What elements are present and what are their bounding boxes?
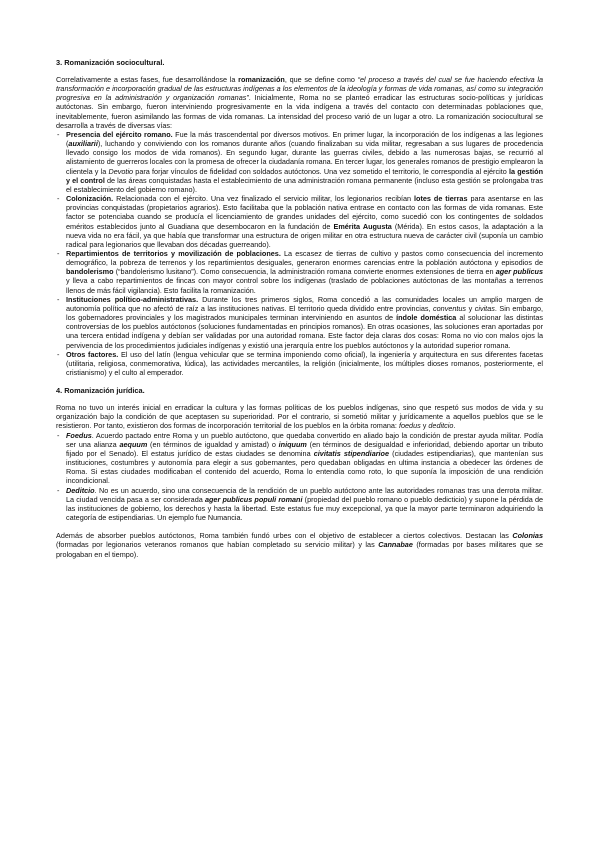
- text-run: La escasez de tierras de cultivo y pastos como consecuencia del incremento demográfico, la pobreza de terrenos y los repartimientos desiguales, generaron enormes carencias entre la población autóctona y episodios de: [66, 248, 543, 268]
- text-run: Fue la más trascendental por diversos motivos. En primer lugar, la incorporación de los indígenas a las legiones (: [66, 129, 544, 149]
- text-run: (ciudades estipendiarias), que mantenían sus instituciones, costumbres y autonomía para elegir a sus gobernantes, pero quedaban obligadas en ultima instancia a obedecer las órdenes de Roma. Si estas ciudades modificaban el contenido del acuerdo, Roma lo entendía como roto, lo que suponía la imposición de una rendición incondicional.: [66, 448, 544, 486]
- section-3-list: [56, 130, 543, 377]
- list-item-foedus: [56, 431, 543, 486]
- text-run: . Inicialmente, Roma no se planteó erradicar las estructuras socio-políticas y jurídicas autóctonas. Sin embargo, fueron interviniendo progresivamente en la vida indígena a través del contacto con determinadas poblaciones que, inevitablemente, fueron asimilando las formas de vida romanas. La intensidad del proceso varió de un lugar a otro. La romanización sociocultural se desarrolla a través de diversas vías:: [56, 93, 544, 130]
- text-run: (“bandolerismo lusitano”). Como consecuencia, la administración romana convierte enormes extensiones de tierra en: [113, 267, 496, 277]
- bold-term: romanización: [238, 75, 285, 84]
- text-run: para forjar vínculos de fidelidad con soldados autóctonos. Una vez sometido el territorio, le correspondía al ejército: [133, 166, 509, 176]
- definition-quote: “el proceso a través del cual se fue haciendo efectiva la transformación e incorporación gradual de las estructuras indígenas a los elementos de la ideología y formas de vida romanas, así como su integración progresiva en la administración y organización romanas”: [56, 75, 543, 103]
- latin-term: deditcio: [428, 421, 454, 431]
- item-title: Presencia del ejército romano.: [66, 129, 173, 139]
- bullet-marker: -: [57, 485, 60, 495]
- closing-paragraph: [56, 531, 543, 558]
- text-run: (propiedad del pueblo romano o pueblo dedicticio) y supone la pérdida de las instituciones de gobierno, los derechos y hasta la libertad. Este estatus fue muy excepcional, ya que la mayor parte terminaron adquiriendo la categoría de estipendiarias. Un ejemplo fue Numancia.: [66, 494, 544, 523]
- bold-term: Emérita Augusta: [333, 221, 392, 231]
- text-run: Durante los tres primeros siglos, Roma concedió a las comunidades locales un amplio margen de autonomía política que no afectó de raíz a las instituciones nativas. El territorio queda dividido entre provincias,: [66, 294, 544, 313]
- text-run: (en términos de desigualdad e inferioridad, debiendo aportar un tributo fijado por el Senado). El estatus jurídico de estas ciudades se denomina: [66, 439, 543, 458]
- text-run: (en términos de igualdad y amistad) o: [147, 439, 279, 449]
- item-title: Instituciones político-administrativas.: [66, 294, 199, 304]
- bullet-marker: -: [57, 294, 60, 304]
- list-item-ejercito: [56, 130, 543, 194]
- item-title: Foedus: [66, 430, 92, 440]
- latin-term: Devotio: [108, 166, 134, 176]
- list-item-instituciones: [56, 295, 543, 350]
- item-title: Colonización.: [66, 194, 114, 204]
- document-page: [56, 58, 543, 559]
- text-run: y lleva a cabo repartimientos de fincas con mayor control sobre los indígenas (traslado de poblaciones autóctonas de las montañas a terrenos llenos de más fácil vigilancia). Esto facilita la romanización.: [66, 276, 543, 295]
- latin-term: conventus: [433, 303, 467, 313]
- text-run: .: [453, 421, 456, 431]
- latin-term: auxiliarii: [68, 139, 98, 149]
- text-run: Correlativamente a estas fases, fue desarrollándose la: [56, 75, 239, 84]
- text-run: para asentarse en las provincias conquistadas (propietarios agrarios). Esto facilitaba que la población nativa entrase en contacto con las formas de vida romanas. Este factor se potenciaba cuando se producía el licenciamiento de grandes unidades del ejército, como sucedió con los contingentes de soldados eméritos establecidos junto al Guadiana que desembocaron en la fundación de: [66, 194, 543, 231]
- list-item-repartimientos: [56, 249, 543, 295]
- text-run: y: [420, 421, 429, 431]
- bullet-marker: -: [57, 248, 60, 258]
- text-run: Relacionada con el ejército. Una vez finalizado el servicio militar, los legionarios recibían: [113, 194, 415, 204]
- text-run: (Mérida). En estos casos, la adaptación a la nueva vida no era fácil, ya que había que transformar una estructura de origen militar en otra estructura nueva de carácter civil (suponía un cambio radical para legionarios que llevaban dos décadas guerreando).: [66, 221, 544, 249]
- section-4-list: [56, 431, 543, 523]
- text-run: y: [466, 303, 475, 313]
- bullet-marker: -: [57, 349, 60, 359]
- latin-term: civitas: [474, 303, 495, 313]
- list-item-colonizacion: [56, 194, 543, 249]
- text-run: al solucionar las distintas controversias de los pueblos autóctonos (soluciones fundamentadas en principios romanos). En otras ocasiones, las soluciones eran aportadas por una tercera entidad indígena y debían ser validadas por una autoridad romana. Este factor deja claras dos cosas: Roma no vio con malos ojos la pervivencia de los procedimientos judiciales indígenas y existió una jerarquía entre los pueblos autóctonos y la autoridad superior romana.: [66, 313, 543, 350]
- section-4-intro: [56, 403, 543, 430]
- bold-term: lotes de tierras: [414, 194, 468, 204]
- list-item-otros-factores: [56, 350, 543, 377]
- latin-term: ager publicus: [495, 267, 543, 277]
- text-run: (formadas por legionarios veteranos romanos que habían completado su servicio militar) y las: [56, 540, 379, 550]
- text-run: ), luchando y conviviendo con los romanos durante años (cuando finalizaban su vida militar, regresaban a sus lugares de procedencia llevado consigo los modos de vida romanos). En segundo lugar, durante las guerras civiles, debido a las numerosas bajas, se recurrió al alistamiento de guerreros locales con la promesa de ofrecer la ciudadanía romana. En tercer lugar, los generales romanos de prestigio emplearon la clientela y la: [66, 139, 543, 176]
- text-run: (formadas por bases militares que se prologaban en el tiempo).: [56, 540, 543, 559]
- item-title: Deditcio: [66, 485, 95, 495]
- text-run: de las áreas conquistadas hasta el establecimiento de una administración romana permanente (incluso esta gestión se prolongaba tras el establecimiento del gobierno romano).: [66, 175, 543, 194]
- section-3-intro: [56, 75, 543, 130]
- text-run: . Acuerdo pactado entre Roma y un pueblo autóctono, que quedaba convertido en aliado bajo la condición de prestar ayuda militar. Podía ser una alianza: [66, 430, 543, 449]
- text-run: . Sin embargo, los gobernadores provinciales y los magistrados municipales terminan interviniendo en asuntos de: [66, 303, 543, 323]
- bold-term: la gestión y el control: [66, 166, 544, 185]
- text-run: , que se define como: [284, 75, 358, 84]
- latin-term: Colonias: [512, 531, 543, 541]
- item-title: Otros factores.: [66, 349, 119, 359]
- latin-term: civitatis stipendiarioe: [313, 448, 390, 458]
- latin-term: Cannabae: [378, 540, 413, 550]
- bullet-marker: -: [57, 129, 60, 139]
- latin-term: ager publicus populi romani: [204, 494, 303, 504]
- item-title: Repartimientos de territorios y movilización de poblaciones.: [66, 248, 281, 258]
- section-3-title: 3. Romanización sociocultural.: [56, 58, 165, 67]
- text-run: Roma no tuvo un interés inicial en erradicar la cultura y las formas políticas de los pueblos indígenas, sino que respetó sus modos de vida y su organización bajo la condición de que aceptasen su superioridad. Por el contrario, si sometió militar y jurídicamente a aquellos pueblos que se le resistieron. Por tanto, existieron dos formas de incorporación territorial de los pueblos en la órbita romana:: [56, 403, 543, 431]
- section-4-title: 4. Romanización jurídica.: [56, 386, 145, 396]
- text-run: . No es un acuerdo, sino una consecuencia de la rendición de un pueblo autóctono ante las autoridades romanas tras una derrota militar. La ciudad vencida pasa a ser considerada: [66, 485, 543, 504]
- latin-term: iniquum: [278, 439, 307, 449]
- latin-term: foedus: [398, 421, 421, 431]
- bullet-marker: -: [57, 430, 60, 440]
- latin-term: aequum: [119, 439, 148, 449]
- bold-term: índole doméstica: [396, 313, 457, 323]
- text-run: El uso del latín (lengua vehicular que se termina imponiendo como oficial), la ingeniería y arquitectura en sus diferentes facetas (utilitaria, religiosa, conmemorativa, lúdica), las actividades mercantiles, la religión (inicialmente, los múltiples dioses romanos, posteriormente, el cristianismo) y el culto al emperador.: [66, 349, 544, 377]
- list-item-deditcio: [56, 486, 543, 523]
- text-run: Además de absorber pueblos autóctonos, Roma también fundó urbes con el objetivo de establecer a ciertos colectivos. Destacan las: [56, 531, 513, 541]
- bold-term: bandolerismo: [66, 267, 114, 277]
- bullet-marker: -: [57, 194, 60, 204]
